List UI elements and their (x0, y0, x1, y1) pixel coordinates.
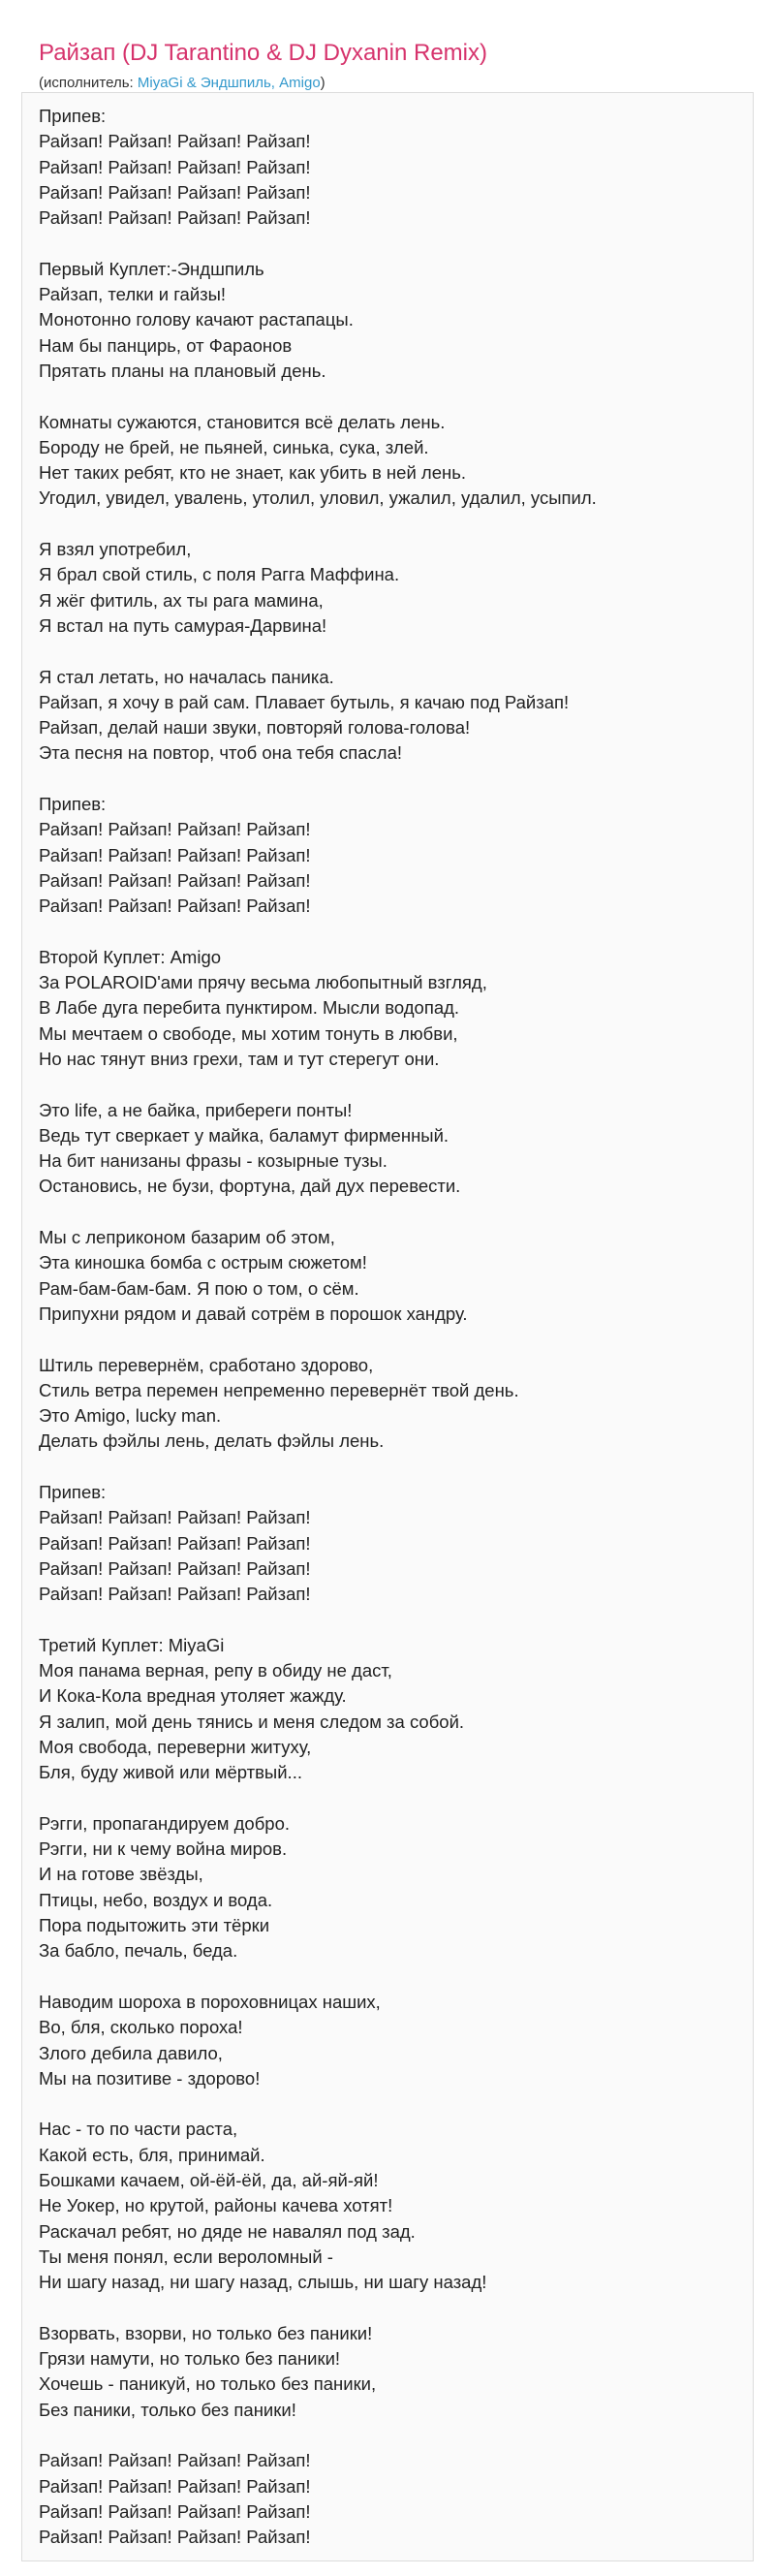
lyrics-stanza (39, 1990, 736, 2091)
lyric-line: Райзап! Райзап! Райзап! Райзап! (39, 895, 311, 917)
lyric-line: Райзап! Райзап! Райзап! Райзап! (39, 819, 311, 840)
lyric-line: Я взял употребил, (39, 539, 192, 560)
lyric-line: Птицы, небо, воздух и вода. (39, 1889, 273, 1910)
lyric-line: И Кока-Кола вредная утоляет жажду. (39, 1685, 347, 1707)
lyrics-stanza (39, 945, 736, 1072)
lyrics-stanza (39, 1353, 736, 1455)
lyric-line: Райзап! Райзап! Райзап! Райзап! (39, 1507, 311, 1528)
lyrics-stanza (39, 2321, 736, 2423)
lyric-line: Мы мечтаем о свободе, мы хотим тонуть в любви, (39, 1022, 458, 1044)
lyric-line: Райзап! Райзап! Райзап! Райзап! (39, 1532, 311, 1554)
lyric-line: Ни шагу назад, ни шагу назад, слышь, ни шагу назад! (39, 2272, 487, 2293)
lyric-line: Бороду не брей, не пьяней, синька, сука, злей. (39, 436, 429, 457)
lyric-line: Рам-бам-бам-бам. Я пою о том, о сём. (39, 1277, 359, 1299)
lyric-line: Комнаты сужаются, становится всё делать лень. (39, 411, 446, 432)
header (0, 0, 775, 93)
lyric-line: Пора подытожить эти тёрки (39, 1915, 270, 1936)
lyric-line: Штиль перевернём, сработано здорово, (39, 1354, 374, 1375)
performer-line (39, 74, 775, 93)
lyric-line: Это Amigo, lucky man. (39, 1405, 222, 1427)
lyric-line: Мы с леприконом базарим об этом, (39, 1227, 335, 1248)
lyric-line: Я стал летать, но началась паника. (39, 666, 334, 687)
lyrics-stanza (39, 257, 736, 384)
lyrics-stanza (39, 665, 736, 767)
lyrics-stanza (39, 410, 736, 512)
lyric-line: Моя свобода, переверни житуху, (39, 1737, 312, 1757)
lyric-line: Третий Куплет: MiyaGi (39, 1634, 225, 1655)
lyrics-stanza (39, 2117, 736, 2295)
lyric-line: Райзап! Райзап! Райзап! Райзап! (39, 869, 311, 891)
lyric-line: Я брал свой стиль, с поля Рагга Маффина. (39, 564, 400, 585)
lyric-line: Грязи намути, но только без паники! (39, 2348, 341, 2370)
lyric-line: Эта песня на повтор, чтоб она тебя спасла! (39, 742, 403, 764)
lyric-line: Припев: (39, 1482, 107, 1503)
lyric-line: Прятать планы на плановый день. (39, 360, 326, 381)
lyrics-stanza (39, 1811, 736, 1964)
lyric-line: В Лабе дуга перебита пунктиром. Мысли водопад. (39, 997, 460, 1019)
lyric-line: Райзап, я хочу в рай сам. Плавает бутыль, я качаю под Райзап! (39, 691, 570, 712)
lyric-line: Злого дебила давило, (39, 2042, 223, 2063)
lyric-line: Стиль ветра перемен непременно перевернёт твой день. (39, 1379, 519, 1400)
lyric-line: Какой есть, бля, принимай. (39, 2144, 265, 2165)
lyric-line: И на готове звёзды, (39, 1864, 203, 1885)
lyric-line: Райзап! Райзап! Райзап! Райзап! (39, 156, 311, 177)
lyric-line: Первый Куплет:-Эндшпиль (39, 258, 264, 279)
lyric-line: Эта киношка бомба с острым сюжетом! (39, 1252, 367, 1273)
lyrics-stanza (39, 1633, 736, 1786)
lyric-line: Наводим шороха в пороховницах наших, (39, 1991, 381, 2012)
lyric-line: Мы на позитиве - здорово! (39, 2067, 261, 2089)
lyric-line: Райзап! Райзап! Райзап! Райзап! (39, 207, 311, 229)
lyric-line: Райзап, делай наши звуки, повторяй голова-голова! (39, 717, 471, 738)
lyric-line: Это life, а не байка, прибереги понты! (39, 1099, 353, 1120)
lyrics-stanza (39, 104, 736, 231)
lyric-line: Угодил, увидел, увалень, утолил, уловил, ужалил, удалил, усыпил. (39, 487, 597, 509)
lyric-line: Райзап! Райзап! Райзап! Райзап! (39, 2450, 311, 2471)
lyric-line: Райзап! Райзап! Райзап! Райзап! (39, 2500, 311, 2522)
lyric-line: Делать фэйлы лень, делать фэйлы лень. (39, 1430, 385, 1452)
lyric-line: Я встал на путь самурая-Дарвина! (39, 614, 327, 636)
lyric-line: Ведь тут сверкает у майка, баламут фирменный. (39, 1124, 450, 1146)
song-title: Райзап (DJ Tarantino & DJ Dyxanin Remix) (39, 40, 487, 66)
lyric-line: Припев: (39, 106, 107, 126)
lyric-line: Рэгги, пропагандируем добро. (39, 1812, 291, 1834)
performer-link[interactable]: MiyaGi & Эндшпиль, Amigo (137, 75, 321, 91)
lyric-line: На бит нанизаны фразы - козырные тузы. (39, 1150, 388, 1172)
lyrics-text (39, 104, 736, 2576)
lyrics-stanza (39, 1225, 736, 1327)
lyric-line: Бля, буду живой или мёртвый... (39, 1762, 302, 1783)
lyric-line: Я жёг фитиль, ах ты рага мамина, (39, 589, 324, 611)
lyric-line: Остановись, не бузи, фортуна, дай дух перевести. (39, 1176, 461, 1197)
lyrics-stanza (39, 537, 736, 639)
lyric-line: Но нас тянут вниз грехи, там и тут стерегут они. (39, 1048, 440, 1069)
lyrics-stanza (39, 2448, 736, 2550)
lyric-line: Бошками качаем, ой-ёй-ёй, да, ай-яй-яй! (39, 2170, 379, 2191)
lyric-line: Ты меня понял, если вероломный - (39, 2246, 333, 2267)
lyric-line: Райзап! Райзап! Райзап! Райзап! (39, 181, 311, 203)
lyric-line: Припев: (39, 794, 107, 815)
performer-prefix: (исполнитель: (39, 75, 138, 91)
lyric-line: Второй Куплет: Amigo (39, 946, 222, 967)
lyric-line: Нет таких ребят, кто не знает, как убить в ней лень. (39, 462, 466, 484)
lyric-line: Без паники, только без паники! (39, 2399, 296, 2420)
lyric-line: Райзап! Райзап! Райзап! Райзап! (39, 1557, 311, 1579)
lyric-line: Нас - то по части раста, (39, 2119, 238, 2140)
lyric-line: Взорвать, взорви, но только без паники! (39, 2322, 373, 2343)
lyric-line: Монотонно голову качают растапацы. (39, 309, 354, 330)
lyric-line: Не Уокер, но крутой, районы качева хотят! (39, 2195, 393, 2216)
lyric-line: Райзап! Райзап! Райзап! Райзап! (39, 131, 311, 152)
lyric-line: За бабло, печаль, беда. (39, 1940, 238, 1962)
lyric-line: Райзап! Райзап! Райзап! Райзап! (39, 2527, 311, 2548)
lyrics-stanza (39, 1098, 736, 1200)
lyric-line: Я залип, мой день тянись и меня следом за собой. (39, 1711, 465, 1732)
lyric-line: Райзап! Райзап! Райзап! Райзап! (39, 2475, 311, 2497)
lyric-line: За POLAROID'ами прячу весьма любопытный взгляд, (39, 972, 487, 993)
performer-suffix: ) (320, 75, 326, 91)
lyric-line: Райзап, телки и гайзы! (39, 284, 227, 305)
lyric-line: Хочешь - паникуй, но только без паники, (39, 2373, 377, 2395)
lyric-line: Припухни рядом и давай сотрём в порошок хандру. (39, 1303, 468, 1324)
lyric-line: Райзап! Райзап! Райзап! Райзап! (39, 1584, 311, 1605)
lyrics-stanza (39, 792, 736, 919)
lyric-line: Раскачал ребят, но дяде не навалял под зад. (39, 2220, 416, 2242)
lyric-line: Нам бы панцирь, от Фараонов (39, 334, 293, 356)
lyric-line: Райзап! Райзап! Райзап! Райзап! (39, 844, 311, 865)
lyric-line: Рэгги, ни к чему война миров. (39, 1838, 288, 1860)
lyric-line: Моя панама верная, репу в обиду не даст, (39, 1660, 392, 1681)
lyrics-stanza (39, 1480, 736, 1607)
lyric-line: Во, бля, сколько пороха! (39, 2017, 243, 2038)
